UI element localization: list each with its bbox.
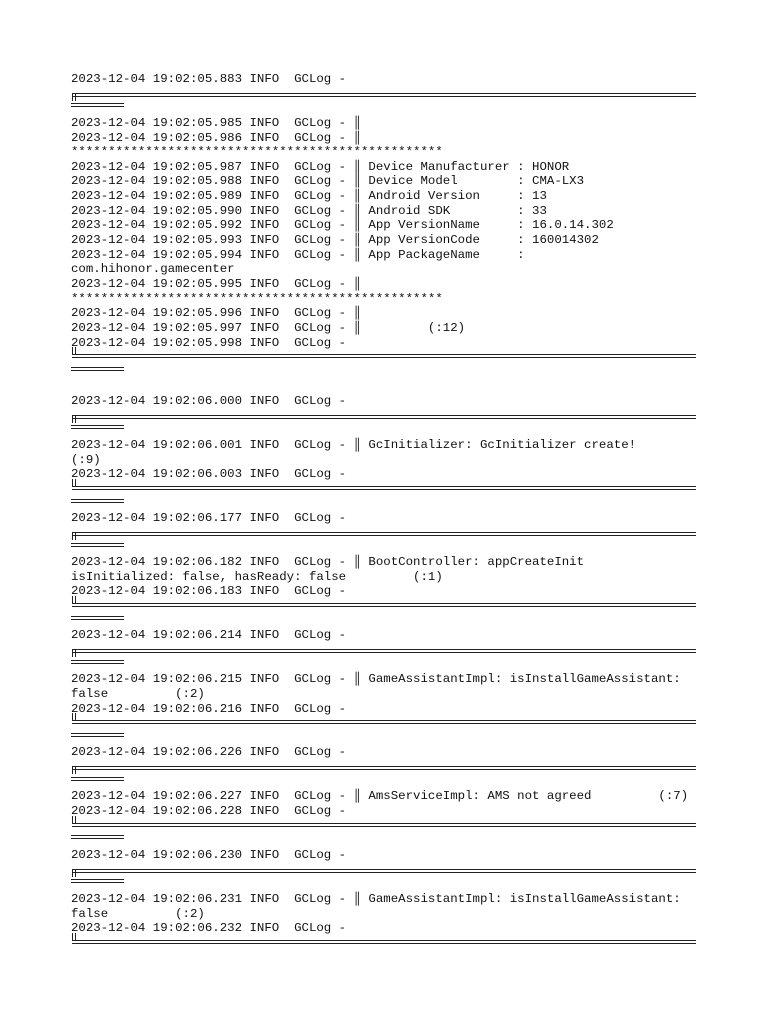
border-wrap-tail [71, 365, 701, 380]
box-top-border [71, 863, 701, 878]
border-wrap-tail [71, 423, 701, 438]
border-wrap-tail [71, 731, 701, 746]
box-bottom-border [71, 936, 701, 951]
log-line: 2023-12-04 19:02:06.183 INFO GCLog - [71, 584, 347, 599]
border-wrap-tail [71, 541, 701, 556]
log-line [71, 379, 701, 394]
box-bottom-border [71, 482, 701, 497]
log-line: 2023-12-04 19:02:05.987 INFO GCLog - ║ Device Manufacturer : HONOR [71, 159, 570, 174]
log-line: 2023-12-04 19:02:05.993 INFO GCLog - ║ App VersionCode : 160014302 [71, 233, 599, 248]
box-bottom-border [71, 819, 701, 834]
border-wrap-tail [71, 101, 701, 116]
box-bottom-border [71, 716, 701, 731]
log-line: 2023-12-04 19:02:06.214 INFO GCLog - [71, 628, 347, 643]
box-bottom-border [71, 599, 701, 614]
log-line: 2023-12-04 19:02:05.994 INFO GCLog - ║ App PackageName : [71, 247, 525, 262]
log-line: 2023-12-04 19:02:05.997 INFO GCLog - ║ (:12) [71, 320, 466, 335]
border-wrap-tail [71, 614, 701, 629]
box-top-border [71, 643, 701, 658]
box-top-border [71, 87, 701, 102]
log-line: 2023-12-04 19:02:05.995 INFO GCLog - ║ [71, 276, 361, 291]
log-line: 2023-12-04 19:02:06.230 INFO GCLog - [71, 847, 347, 862]
log-line: 2023-12-04 19:02:05.989 INFO GCLog - ║ Android Version : 13 [71, 189, 547, 204]
log-line: 2023-12-04 19:02:06.000 INFO GCLog - [71, 394, 347, 409]
log-line: 2023-12-04 19:02:06.216 INFO GCLog - [71, 701, 347, 716]
box-top-border [71, 760, 701, 775]
log-line: (:9) [71, 452, 101, 467]
log-line: 2023-12-04 19:02:05.986 INFO GCLog - ║ [71, 130, 361, 145]
log-line: ************************************************** [71, 145, 443, 160]
log-line: 2023-12-04 19:02:06.177 INFO GCLog - [71, 511, 347, 526]
log-line: false (:2) [71, 906, 205, 921]
border-wrap-tail [71, 497, 701, 512]
border-wrap-tail [71, 658, 701, 673]
log-line: 2023-12-04 19:02:05.992 INFO GCLog - ║ App VersionName : 16.0.14.302 [71, 218, 614, 233]
log-line: 2023-12-04 19:02:06.003 INFO GCLog - [71, 467, 347, 482]
log-line: 2023-12-04 19:02:06.001 INFO GCLog - ║ GcInitializer: GcInitializer create! [71, 438, 637, 453]
log-line: 2023-12-04 19:02:06.182 INFO GCLog - ║ BootController: appCreateInit [71, 555, 585, 570]
log-line: 2023-12-04 19:02:06.231 INFO GCLog - ║ GameAssistantImpl: isInstallGameAssistant: [71, 891, 681, 906]
log-line: 2023-12-04 19:02:06.215 INFO GCLog - ║ GameAssistantImpl: isInstallGameAssistant: [71, 672, 681, 687]
log-line: 2023-12-04 19:02:06.226 INFO GCLog - [71, 745, 347, 760]
log-line: 2023-12-04 19:02:05.998 INFO GCLog - [71, 335, 347, 350]
log-line: 2023-12-04 19:02:05.990 INFO GCLog - ║ Android SDK : 33 [71, 203, 547, 218]
border-wrap-tail [71, 833, 701, 848]
log-document [71, 72, 701, 950]
log-line: com.hihonor.gamecenter [71, 262, 235, 277]
border-wrap-tail [71, 877, 701, 892]
box-top-border [71, 409, 701, 424]
log-line: 2023-12-04 19:02:05.996 INFO GCLog - ║ [71, 306, 361, 321]
box-top-border [71, 526, 701, 541]
log-line: ************************************************** [71, 291, 443, 306]
border-wrap-tail [71, 775, 701, 790]
box-bottom-border [71, 350, 701, 365]
log-line: isInitialized: false, hasReady: false (:1) [71, 569, 443, 584]
log-line: 2023-12-04 19:02:05.883 INFO GCLog - [71, 72, 347, 86]
log-line: 2023-12-04 19:02:05.985 INFO GCLog - ║ [71, 115, 361, 130]
log-line: 2023-12-04 19:02:06.232 INFO GCLog - [71, 921, 347, 936]
log-line: 2023-12-04 19:02:06.228 INFO GCLog - [71, 804, 347, 819]
log-line: 2023-12-04 19:02:05.988 INFO GCLog - ║ Device Model : CMA-LX3 [71, 174, 585, 189]
log-line: 2023-12-04 19:02:06.227 INFO GCLog - ║ AmsServiceImpl: AMS not agreed (:7) [71, 789, 689, 804]
log-line: false (:2) [71, 686, 205, 701]
